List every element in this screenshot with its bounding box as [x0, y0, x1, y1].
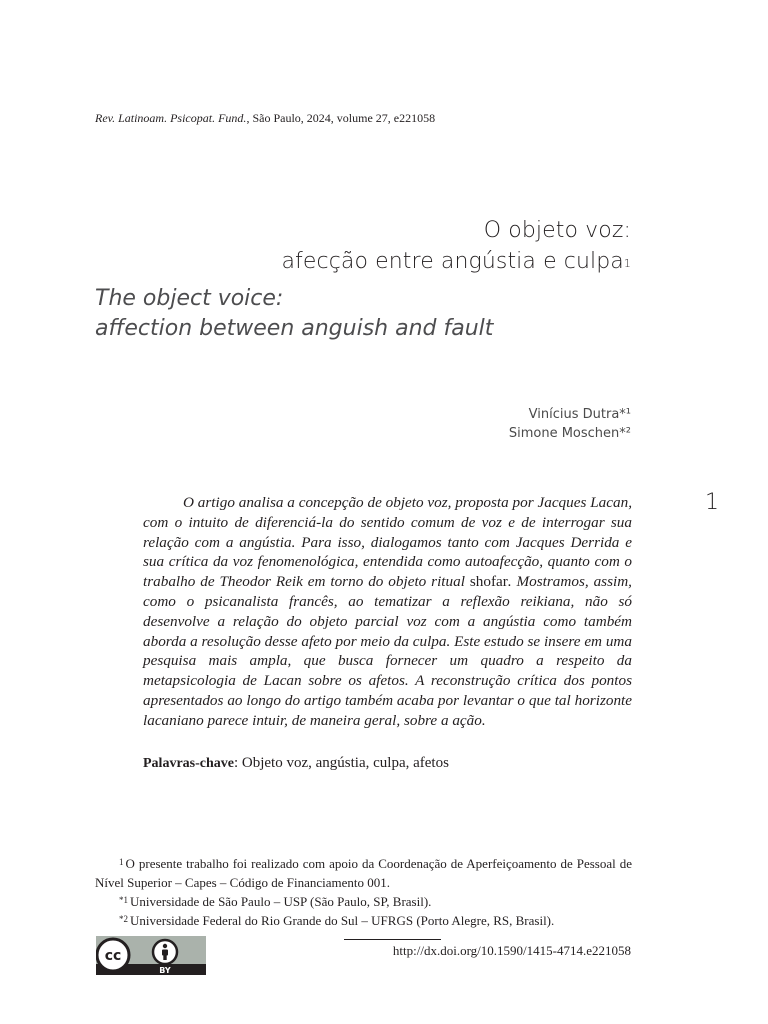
footnote-text: Universidade Federal do Rio Grande do Sul – UFRGS (Porto Alegre, RS, Brasil).	[130, 913, 555, 928]
footnote-mark: *1	[119, 895, 128, 905]
author-list	[509, 405, 631, 443]
title-pt-line2-text: afecção entre angústia e culpa	[281, 249, 624, 274]
title-pt-line1: O objeto voz:	[483, 218, 631, 243]
footnotes	[95, 854, 632, 930]
title-pt-line2	[281, 246, 631, 277]
person-head	[163, 944, 167, 948]
abstract	[143, 493, 632, 731]
keywords-label: Palavras-chave	[143, 756, 234, 771]
page-number: 1	[705, 490, 719, 515]
cc-by-license-icon[interactable]	[96, 936, 206, 975]
by-text: BY	[159, 966, 171, 975]
title-english	[95, 284, 493, 344]
footnote-affiliation-2	[95, 911, 632, 930]
footnote-1	[95, 854, 632, 892]
doi-divider	[344, 939, 441, 940]
keywords-text: : Objeto voz, angústia, culpa, afetos	[233, 755, 449, 771]
title-portuguese	[281, 215, 631, 277]
author-name: Simone Moschen*²	[508, 426, 631, 441]
person-body	[162, 950, 168, 956]
footnote-mark: *2	[119, 914, 128, 924]
abstract-shofar: shofar	[469, 573, 508, 591]
journal-abbrev: Rev. Latinoam. Psicopat. Fund.	[95, 111, 247, 125]
title-en-line1: The object voice:	[95, 286, 284, 311]
cc-text: cc	[104, 948, 122, 964]
title-footnote-mark[interactable]: 1	[623, 257, 631, 270]
doi-link[interactable]: http://dx.doi.org/10.1590/1415-4714.e221058	[392, 943, 631, 958]
keywords	[143, 755, 449, 772]
footnote-text: Universidade de São Paulo – USP (São Paulo, SP, Brasil).	[130, 894, 432, 909]
journal-details: , São Paulo, 2024, volume 27, e221058	[246, 111, 436, 125]
author-name: Vinícius Dutra*¹	[528, 407, 631, 422]
footnote-affiliation-1	[95, 892, 632, 911]
abstract-part1: O artigo analisa a concepção de objeto voz, proposta por Jacques Lacan, com o intuito de diferenciá-la do sentido comum de voz e de interrogar sua relação com a angústia. Para isso, dialogamos tanto com Jacques Derrida e sua crítica da voz fenomenológica, entendida como autoafecção, quanto com o trabalho de Theodor Reik em torno do objeto ritual	[143, 494, 632, 591]
footnote-mark: 1	[119, 857, 124, 867]
abstract-part2: . Mostramos, assim, como o psicanalista francês, ao tematizar a reflexão reikiana, não só desenvolve a relação do objeto parcial voz com a angústia como também aborda a resolução desse afeto por meio da culpa. Este estudo se insere em uma pesquisa mais ampla, que busca fornecer um quadro a respeito da metapsicologia de Lacan sobre os afetos. A reconstrução crítica dos pontos apresentados ao longo do artigo também acaba por levantar o que tal horizonte lacaniano parece intuir, de maneira geral, sobre a ação.	[143, 573, 632, 729]
footnote-text: O presente trabalho foi realizado com apoio da Coordenação de Aperfeiçoamento de Pessoal de Nível Superior – Capes – Código de Financiamento 001.	[95, 856, 632, 890]
journal-header	[95, 111, 435, 126]
person-legs	[163, 955, 166, 960]
title-en-line2: affection between anguish and fault	[95, 316, 494, 341]
